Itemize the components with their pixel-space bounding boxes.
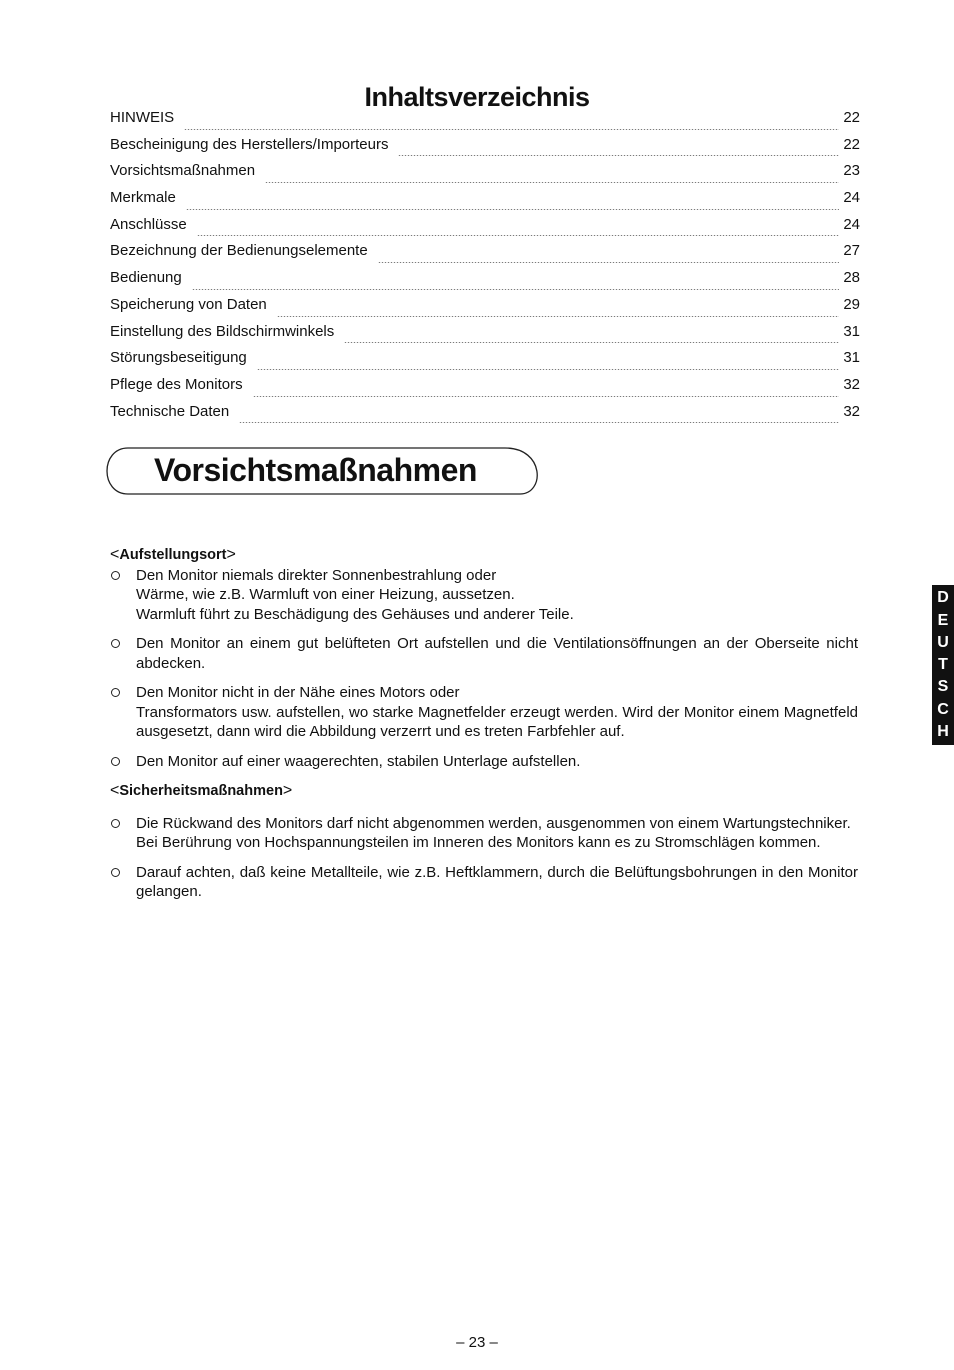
toc-entry xyxy=(110,162,860,189)
bullet-paragraph: Den Monitor an einem gut belüfteten Ort aufstellen und die Ventilationsöffnungen an der Oberseite nicht abdecken. xyxy=(136,635,858,672)
toc-entry-label: Bedienung xyxy=(110,269,182,287)
bullet-paragraph: Transformators usw. aufstellen, wo starke Magnetfelder erzeugt werden. Wird der Monitor einem Magnetfeld ausgesetzt, dann wird die Abbildung verzerrt und es treten Farbfehler auf. xyxy=(136,703,858,740)
toc-entry-page: 28 xyxy=(843,269,860,287)
toc-leader-dots xyxy=(257,369,840,370)
bullet-paragraph: Den Monitor auf einer waagerechten, stabilen Unterlage aufstellen. xyxy=(136,752,581,770)
angle-bracket-close: > xyxy=(226,546,236,563)
toc-entry-label: Bezeichnung der Bedienungselemente xyxy=(110,242,368,260)
toc-entry-page: 27 xyxy=(843,242,860,260)
bullet-item xyxy=(110,752,858,772)
bullet-paragraph: Den Monitor nicht in der Nähe eines Motors oder xyxy=(136,684,460,701)
toc-leader-dots xyxy=(253,396,840,397)
toc-entry-page: 23 xyxy=(843,162,860,180)
toc-entry-label: Technische Daten xyxy=(110,402,230,420)
toc-entry-page: 24 xyxy=(843,215,860,233)
toc-entry-page: 32 xyxy=(843,402,860,420)
toc-entry-page: 22 xyxy=(843,109,860,126)
bullet-paragraph: Wärme, wie z.B. Warmluft von einer Heizung, aussetzen. xyxy=(136,586,515,603)
toc-leader-dots xyxy=(378,262,840,263)
toc-entry-label: Vorsichtsmaßnahmen xyxy=(110,162,256,180)
bullet-item xyxy=(110,863,858,902)
toc-leader-dots xyxy=(265,182,839,183)
table-of-contents xyxy=(110,109,860,429)
circle-bullet-icon xyxy=(111,868,120,877)
toc-entry-page: 31 xyxy=(843,349,860,367)
toc-entry-label: Bescheinigung des Herstellers/Importeurs xyxy=(110,135,389,153)
toc-entry-label: Störungsbeseitigung xyxy=(110,349,247,367)
bullet-item xyxy=(110,566,858,625)
subheading-text: Aufstellungsort xyxy=(119,547,227,563)
language-tab-letter: U xyxy=(937,633,949,651)
toc-entry-page: 24 xyxy=(843,189,860,207)
language-tab xyxy=(932,585,954,745)
bullet-item xyxy=(110,634,858,673)
toc-entry xyxy=(110,189,860,216)
precautions-content xyxy=(110,545,858,912)
toc-entry xyxy=(110,296,860,323)
language-tab-letter: D xyxy=(937,589,949,607)
bullet-paragraph: Bei Berührung von Hochspannungsteilen im Inneren des Monitors kann es zu Stromschlägen kommen. xyxy=(136,834,821,851)
language-tab-letter: E xyxy=(937,611,949,629)
section-title: Vorsichtsmaßnahmen xyxy=(154,452,477,488)
toc-entry-page: 32 xyxy=(843,375,860,393)
bullet-paragraph: Den Monitor niemals direkter Sonnenbestrahlung oder xyxy=(136,566,497,584)
bullet-paragraph: Darauf achten, daß keine Metallteile, wie z.B. Heftklammern, durch die Belüftungsbohrungen in den Monitor gelangen. xyxy=(136,863,858,900)
toc-entry-label: Merkmale xyxy=(110,189,176,207)
toc-entry-page: 22 xyxy=(843,135,860,153)
angle-bracket-open: < xyxy=(110,782,120,799)
language-tab-letter: C xyxy=(937,700,949,718)
toc-entry-label: Speicherung von Daten xyxy=(110,295,267,313)
angle-bracket-close: > xyxy=(282,782,293,799)
toc-leader-dots xyxy=(184,129,839,130)
toc-entry xyxy=(110,216,860,243)
toc-entry-label: Einstellung des Bildschirmwinkels xyxy=(110,322,335,340)
toc-leader-dots xyxy=(344,342,839,343)
page-number: – 23 – xyxy=(456,1334,498,1351)
toc-leader-dots xyxy=(239,422,839,423)
toc-entry-label: HINWEIS xyxy=(110,109,175,126)
bullet-paragraph: Die Rückwand des Monitors darf nicht abgenommen werden, ausgenommen von einem Wartungstechniker. xyxy=(136,814,851,832)
page-title: Inhaltsverzeichnis xyxy=(364,82,590,113)
circle-bullet-icon xyxy=(111,819,120,828)
toc-entry xyxy=(110,136,860,163)
toc-entry xyxy=(110,242,860,269)
toc-entry xyxy=(110,376,860,403)
toc-entry xyxy=(110,323,860,350)
bullet-item xyxy=(110,814,858,853)
angle-bracket-open: < xyxy=(110,546,120,563)
toc-leader-dots xyxy=(186,209,839,210)
bullet-paragraph: Warmluft führt zu Beschädigung des Gehäuses und anderer Teile. xyxy=(136,605,574,623)
toc-entry xyxy=(110,269,860,296)
toc-leader-dots xyxy=(192,289,840,290)
toc-entry-page: 31 xyxy=(843,322,860,340)
toc-leader-dots xyxy=(398,155,839,156)
toc-leader-dots xyxy=(197,235,840,236)
circle-bullet-icon xyxy=(111,571,120,580)
subheading xyxy=(110,545,858,566)
language-tab-letter: T xyxy=(938,656,948,673)
language-tab-letter: S xyxy=(937,678,949,696)
subheading-text: Sicherheitsmaßnahmen xyxy=(119,783,283,799)
language-tab-letter: H xyxy=(937,722,949,740)
bullet-item xyxy=(110,683,858,742)
toc-entry xyxy=(110,403,860,430)
toc-entry-label: Anschlüsse xyxy=(110,215,187,233)
toc-leader-dots xyxy=(277,316,840,317)
toc-entry xyxy=(110,349,860,376)
toc-entry-label: Pflege des Monitors xyxy=(110,375,243,393)
section-banner xyxy=(100,446,545,498)
circle-bullet-icon xyxy=(111,639,120,648)
circle-bullet-icon xyxy=(111,688,120,697)
circle-bullet-icon xyxy=(111,757,120,766)
toc-entry-page: 29 xyxy=(843,295,860,313)
toc-entry xyxy=(110,109,860,136)
subheading xyxy=(110,781,858,802)
